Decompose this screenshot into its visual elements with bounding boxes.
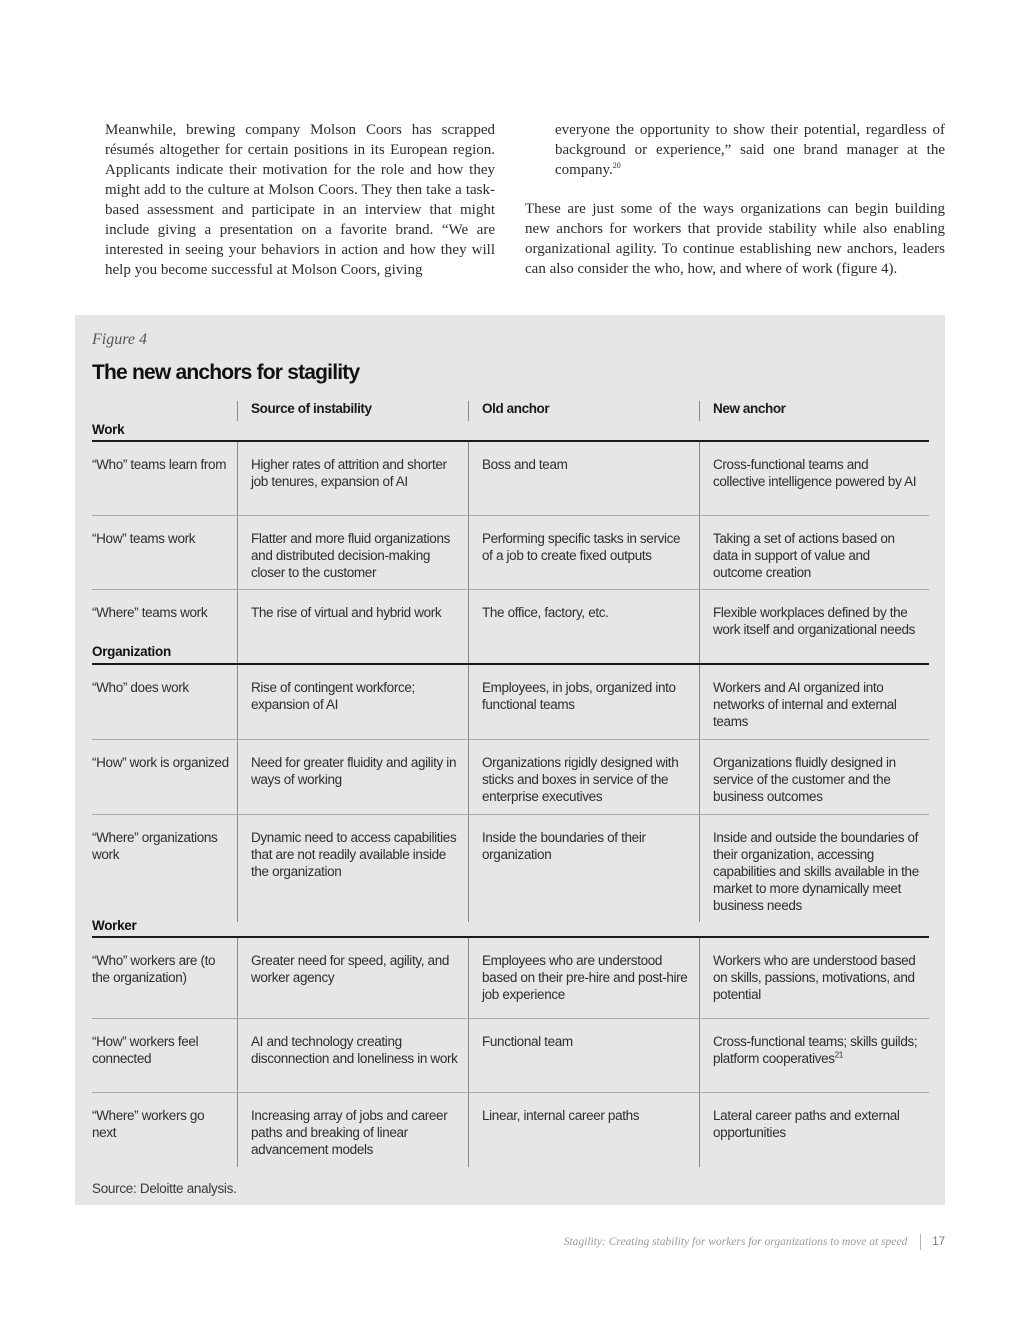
row-dimension-cell: “How” work is organized bbox=[92, 755, 229, 770]
new-anchor-cell: Organizations fluidly designed in service of the customer and the business outcomes bbox=[699, 740, 929, 814]
table-row bbox=[92, 590, 929, 663]
row-dimension-cell: “Who” does work bbox=[92, 680, 189, 695]
source-of-instability-cell: Flatter and more fluid organizations and distributed decision-making closer to the customer bbox=[237, 516, 468, 589]
source-of-instability-cell: The rise of virtual and hybrid work bbox=[237, 590, 468, 663]
intro-right-column bbox=[525, 120, 945, 279]
source-of-instability-cell: Dynamic need to access capabilities that are not readily available inside the organization bbox=[237, 815, 468, 922]
row-dimension-cell: “Where” organizations work bbox=[92, 830, 218, 862]
table-row bbox=[92, 815, 929, 922]
row-dimension-cell: “How” teams work bbox=[92, 531, 196, 546]
old-anchor-cell: Linear, internal career paths bbox=[468, 1093, 699, 1167]
source-of-instability-cell: Increasing array of jobs and career paths and breaking of linear advancement models bbox=[237, 1093, 468, 1167]
new-anchor-cell bbox=[699, 1019, 929, 1092]
old-anchor-cell: Employees, in jobs, organized into functional teams bbox=[468, 665, 699, 739]
section-label-worker: Worker bbox=[92, 918, 137, 933]
source-of-instability-cell: Need for greater fluidity and agility in ways of working bbox=[237, 740, 468, 814]
table-row bbox=[92, 740, 929, 815]
intro-right-continuation bbox=[525, 120, 945, 180]
intro-right-continuation-text: everyone the opportunity to show their potential, regardless of background or experience,” said one brand manager at the company. bbox=[555, 122, 945, 178]
figure-label: Figure 4 bbox=[92, 331, 147, 348]
table-row bbox=[92, 1093, 929, 1167]
new-anchor-cell: Workers and AI organized into networks of internal and external teams bbox=[699, 665, 929, 739]
new-anchor-cell: Lateral career paths and external opportunities bbox=[699, 1093, 929, 1167]
page-footer bbox=[564, 1233, 945, 1251]
figure-panel bbox=[75, 315, 945, 1205]
header-new-anchor: New anchor bbox=[699, 401, 929, 421]
old-anchor-cell: Organizations rigidly designed with sticks and boxes in service of the enterprise executives bbox=[468, 740, 699, 814]
intro-text bbox=[105, 120, 945, 290]
table-row bbox=[92, 442, 929, 516]
old-anchor-cell: Performing specific tasks in service of a job to create fixed outputs bbox=[468, 516, 699, 589]
footer-divider bbox=[920, 1234, 921, 1250]
new-anchor-cell: Cross-functional teams and collective intelligence powered by AI bbox=[699, 442, 929, 515]
old-anchor-cell: Inside the boundaries of their organization bbox=[468, 815, 699, 922]
endnote-marker[interactable]: 20 bbox=[612, 161, 621, 170]
new-anchor-cell: Flexible workplaces defined by the work itself and organizational needs bbox=[699, 590, 929, 663]
table-row bbox=[92, 938, 929, 1019]
header-source-of-instability: Source of instability bbox=[237, 401, 468, 421]
old-anchor-cell: Employees who are understood based on their pre-hire and post-hire job experience bbox=[468, 938, 699, 1018]
running-title: Stagility: Creating stability for workers for organizations to move at speed bbox=[563, 1236, 908, 1248]
old-anchor-cell: Functional team bbox=[468, 1019, 699, 1092]
page-number: 17 bbox=[932, 1236, 945, 1248]
row-dimension-cell: “How” workers feel connected bbox=[92, 1034, 199, 1066]
table-row bbox=[92, 516, 929, 590]
endnote-marker[interactable]: 21 bbox=[834, 1050, 843, 1060]
source-of-instability-cell: Higher rates of attrition and shorter job tenures, expansion of AI bbox=[237, 442, 468, 515]
old-anchor-cell: The office, factory, etc. bbox=[468, 590, 699, 663]
table-header-row bbox=[92, 401, 929, 421]
intro-left-paragraph: Meanwhile, brewing company Molson Coors has scrapped résumés altogether for certain positions in its European region. Applicants indicate their motivation for the role and how they might add to the culture at Molson Coors. They then take a task-based assessment and participate in an interview that might include giving a presentation on a favorite brand. “We are interested in seeing your behaviors in action and how they will help you become successful at Molson Coors, giving bbox=[105, 122, 495, 278]
table-row bbox=[92, 1019, 929, 1093]
table-row bbox=[92, 665, 929, 740]
row-dimension-cell: “Who” teams learn from bbox=[92, 457, 227, 472]
row-dimension-cell: “Who” workers are (to the organization) bbox=[92, 953, 216, 985]
row-dimension-cell: “Where” teams work bbox=[92, 605, 208, 620]
old-anchor-cell: Boss and team bbox=[468, 442, 699, 515]
new-anchor-cell: Inside and outside the boundaries of their organization, accessing capabilities and skills available in the market to more dynamically meet business needs bbox=[699, 815, 929, 922]
section-label-organization: Organization bbox=[92, 644, 171, 659]
new-anchor-cell: Workers who are understood based on skills, passions, motivations, and potential bbox=[699, 938, 929, 1018]
source-of-instability-cell: AI and technology creating disconnection and loneliness in work bbox=[237, 1019, 468, 1092]
header-old-anchor: Old anchor bbox=[468, 401, 699, 421]
new-anchor-cell: Taking a set of actions based on data in support of value and outcome creation bbox=[699, 516, 929, 589]
section-label-work: Work bbox=[92, 422, 125, 437]
new-anchor-cell-text: Cross-functional teams; skills guilds; platform cooperatives bbox=[713, 1034, 918, 1066]
intro-left-column bbox=[105, 120, 495, 280]
figure-title: The new anchors for stagility bbox=[92, 361, 360, 384]
row-dimension-cell: “Where” workers go next bbox=[92, 1108, 205, 1140]
source-of-instability-cell: Rise of contingent workforce; expansion of AI bbox=[237, 665, 468, 739]
figure-source: Source: Deloitte analysis. bbox=[92, 1181, 237, 1196]
intro-right-paragraph: These are just some of the ways organizations can begin building new anchors for workers that provide stability while also enabling organizational agility. To continue establishing new anchors, leaders can also consider the who, how, and where of work (figure 4). bbox=[525, 201, 945, 277]
source-of-instability-cell: Greater need for speed, agility, and worker agency bbox=[237, 938, 468, 1018]
